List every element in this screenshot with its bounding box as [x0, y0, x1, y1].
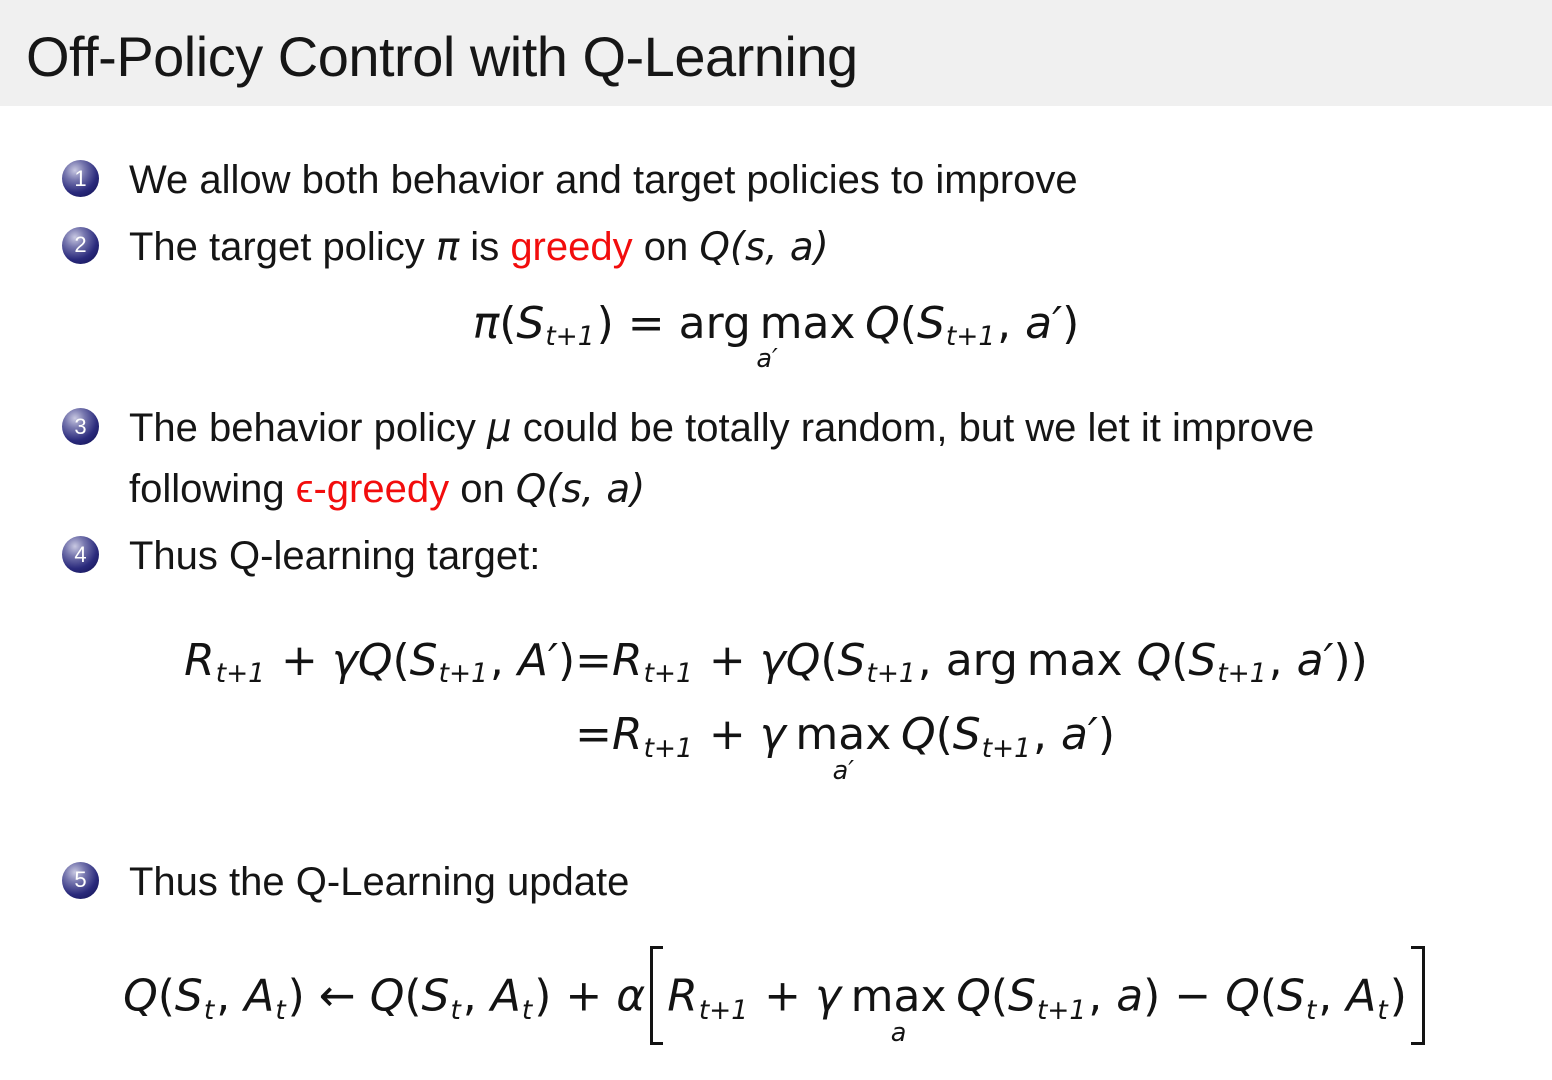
formula-rhs — [575, 635, 1368, 689]
math-token: A — [490, 971, 521, 1023]
math-subscript: t+1 — [215, 658, 265, 690]
math-token: ) — [1389, 971, 1407, 1023]
list-item-2 — [62, 217, 1512, 278]
math-subscript: t — [275, 994, 286, 1026]
math-token: , — [1088, 971, 1117, 1023]
bullet-number: 1 — [74, 165, 87, 191]
math-token: ( — [899, 297, 917, 349]
math-operator-with-limit: max a — [850, 971, 947, 1048]
math-token: + — [694, 709, 760, 761]
list-item-text — [129, 217, 829, 278]
math-token: Q — [123, 971, 158, 1023]
math-token: S — [516, 297, 545, 349]
math-token: S — [916, 297, 945, 349]
math-token: γ — [759, 709, 786, 761]
math-subscript: t+1 — [1036, 994, 1087, 1026]
math-token: S — [1277, 971, 1305, 1023]
math-subscript: t+1 — [545, 321, 595, 353]
math-operator-with-limit: max a′ — [795, 709, 892, 786]
math-subscript: t+1 — [981, 732, 1031, 764]
math-subscript: t — [521, 994, 533, 1026]
bullet-number-badge — [62, 408, 99, 445]
math-token: Q — [369, 971, 405, 1023]
math-token: Q — [865, 297, 900, 349]
text-run: Thus Q-learning target: — [129, 534, 541, 579]
math-subscript: t+1 — [945, 321, 996, 353]
bullet-number-badge — [62, 227, 99, 264]
math-token: S — [409, 634, 438, 686]
page-title: Off-Policy Control with Q-Learning — [26, 24, 858, 88]
math-token: R — [184, 634, 215, 686]
highlight-text: greedy — [510, 224, 633, 269]
math-token: S — [837, 634, 866, 686]
math-token: ) — [557, 634, 576, 686]
formula-rhs — [575, 689, 1368, 786]
math-token: = — [575, 709, 612, 761]
text-run: could be totally random, but we let it improve — [511, 406, 1315, 451]
formula-q-target — [184, 634, 1368, 786]
text-run: on — [632, 224, 700, 269]
math-subscript: t — [450, 994, 461, 1026]
bullet-number-badge — [62, 536, 99, 573]
math-token: R — [612, 634, 643, 686]
math-token: ( — [157, 971, 175, 1023]
math-token: γ — [814, 971, 841, 1023]
math-token: , arg max — [917, 634, 1137, 686]
list-item-1 — [62, 150, 1512, 211]
math-token: a′ — [1025, 297, 1063, 349]
math-subscript: t+1 — [866, 658, 916, 690]
highlight-text: ϵ-greedy — [295, 467, 450, 512]
inline-math: π — [435, 224, 460, 270]
math-token: A — [244, 971, 275, 1023]
math-token: ( — [499, 297, 517, 349]
list-item-3 — [62, 398, 1512, 520]
bullet-number: 3 — [74, 413, 87, 439]
math-subscript: t — [203, 994, 215, 1026]
bullet-number: 5 — [74, 867, 87, 893]
math-token: ( — [1259, 971, 1277, 1023]
formula-lhs — [184, 689, 575, 763]
math-subscript: t — [1305, 994, 1317, 1026]
math-token: ( — [935, 709, 953, 761]
math-subscript: t — [1377, 994, 1388, 1026]
math-token: , — [462, 971, 491, 1023]
math-operator-with-limit: arg max a′ — [678, 297, 856, 375]
list-item-text — [129, 526, 540, 587]
math-token: = — [575, 634, 612, 686]
math-token: + — [266, 634, 332, 686]
bullet-number-badge — [62, 862, 99, 899]
math-token: α — [616, 971, 646, 1023]
inline-math: Q(s, a) — [515, 467, 646, 513]
text-run: following — [129, 467, 296, 512]
math-token: , — [997, 297, 1026, 349]
math-token: S — [1008, 971, 1036, 1023]
formula-lhs — [184, 635, 575, 689]
math-token: R — [667, 971, 698, 1023]
math-token: Q — [900, 709, 936, 761]
math-token: Q — [1136, 634, 1172, 686]
bullet-number-badge — [62, 160, 99, 197]
math-token: ( — [404, 971, 422, 1023]
math-subscript: t+1 — [698, 994, 749, 1026]
math-token: + — [750, 971, 815, 1023]
math-token: a — [1116, 971, 1144, 1023]
math-token: + — [694, 634, 760, 686]
slide-body — [0, 106, 1552, 1048]
math-subscript: t+1 — [438, 658, 488, 690]
math-token: Q — [956, 971, 991, 1023]
math-subscript: t+1 — [643, 732, 693, 764]
inline-math: Q(s, a) — [699, 224, 829, 270]
formula-q-target-row-2 — [184, 689, 1368, 786]
math-token: ) ← — [287, 971, 370, 1023]
list-item-text — [129, 398, 1314, 520]
math-token: a′ — [1060, 709, 1098, 761]
formula-q-target-row-1 — [184, 635, 1368, 689]
math-token: S — [174, 971, 203, 1023]
math-token: A — [1346, 971, 1377, 1023]
math-token: S — [1188, 634, 1217, 686]
formula-q-update — [0, 946, 1552, 1048]
math-token: A′ — [517, 634, 558, 686]
math-token: ( — [820, 634, 838, 686]
math-token: , — [1318, 971, 1347, 1023]
math-token: , — [1032, 709, 1061, 761]
math-subscript: t+1 — [1217, 658, 1267, 690]
inline-math: μ — [486, 406, 512, 452]
text-run: The behavior policy — [129, 406, 487, 451]
formula-pi-greedy — [0, 297, 1552, 375]
math-token: ) = — [596, 297, 679, 349]
text-run: on — [449, 467, 516, 512]
math-token: Q — [1225, 971, 1260, 1023]
text-run: The target policy — [129, 224, 436, 269]
list-item-4 — [62, 526, 1512, 587]
list-item-text — [129, 150, 1078, 211]
math-token: , — [1268, 634, 1297, 686]
math-token: ) + — [534, 971, 617, 1023]
big-left-bracket — [650, 946, 663, 1045]
math-token: , — [216, 971, 245, 1023]
math-token: a′ — [1296, 634, 1334, 686]
text-run: is — [459, 224, 511, 269]
math-token: S — [421, 971, 450, 1023]
text-run: Thus the Q-Learning update — [129, 859, 630, 904]
math-token: )) — [1333, 634, 1368, 686]
math-token: S — [952, 709, 981, 761]
math-token: R — [612, 709, 643, 761]
list-item-text — [129, 852, 629, 913]
big-right-bracket — [1411, 946, 1424, 1045]
slide-title-bar — [0, 0, 1552, 106]
bullet-number: 4 — [74, 541, 87, 567]
list-item-5 — [62, 852, 1512, 913]
text-run: We allow both behavior and target policies to improve — [129, 158, 1078, 202]
math-token: ( — [990, 971, 1009, 1023]
bullet-number: 2 — [74, 232, 87, 258]
math-token: ) — [1062, 297, 1080, 349]
math-token: γQ — [331, 634, 393, 686]
math-token: ( — [1171, 634, 1189, 686]
math-subscript: t+1 — [643, 658, 693, 690]
math-token: ( — [392, 634, 410, 686]
math-token: , — [489, 634, 518, 686]
math-token: π — [472, 297, 500, 349]
math-token: γQ — [759, 634, 821, 686]
math-token: ) — [1097, 709, 1116, 761]
math-token: ) − — [1143, 971, 1226, 1023]
